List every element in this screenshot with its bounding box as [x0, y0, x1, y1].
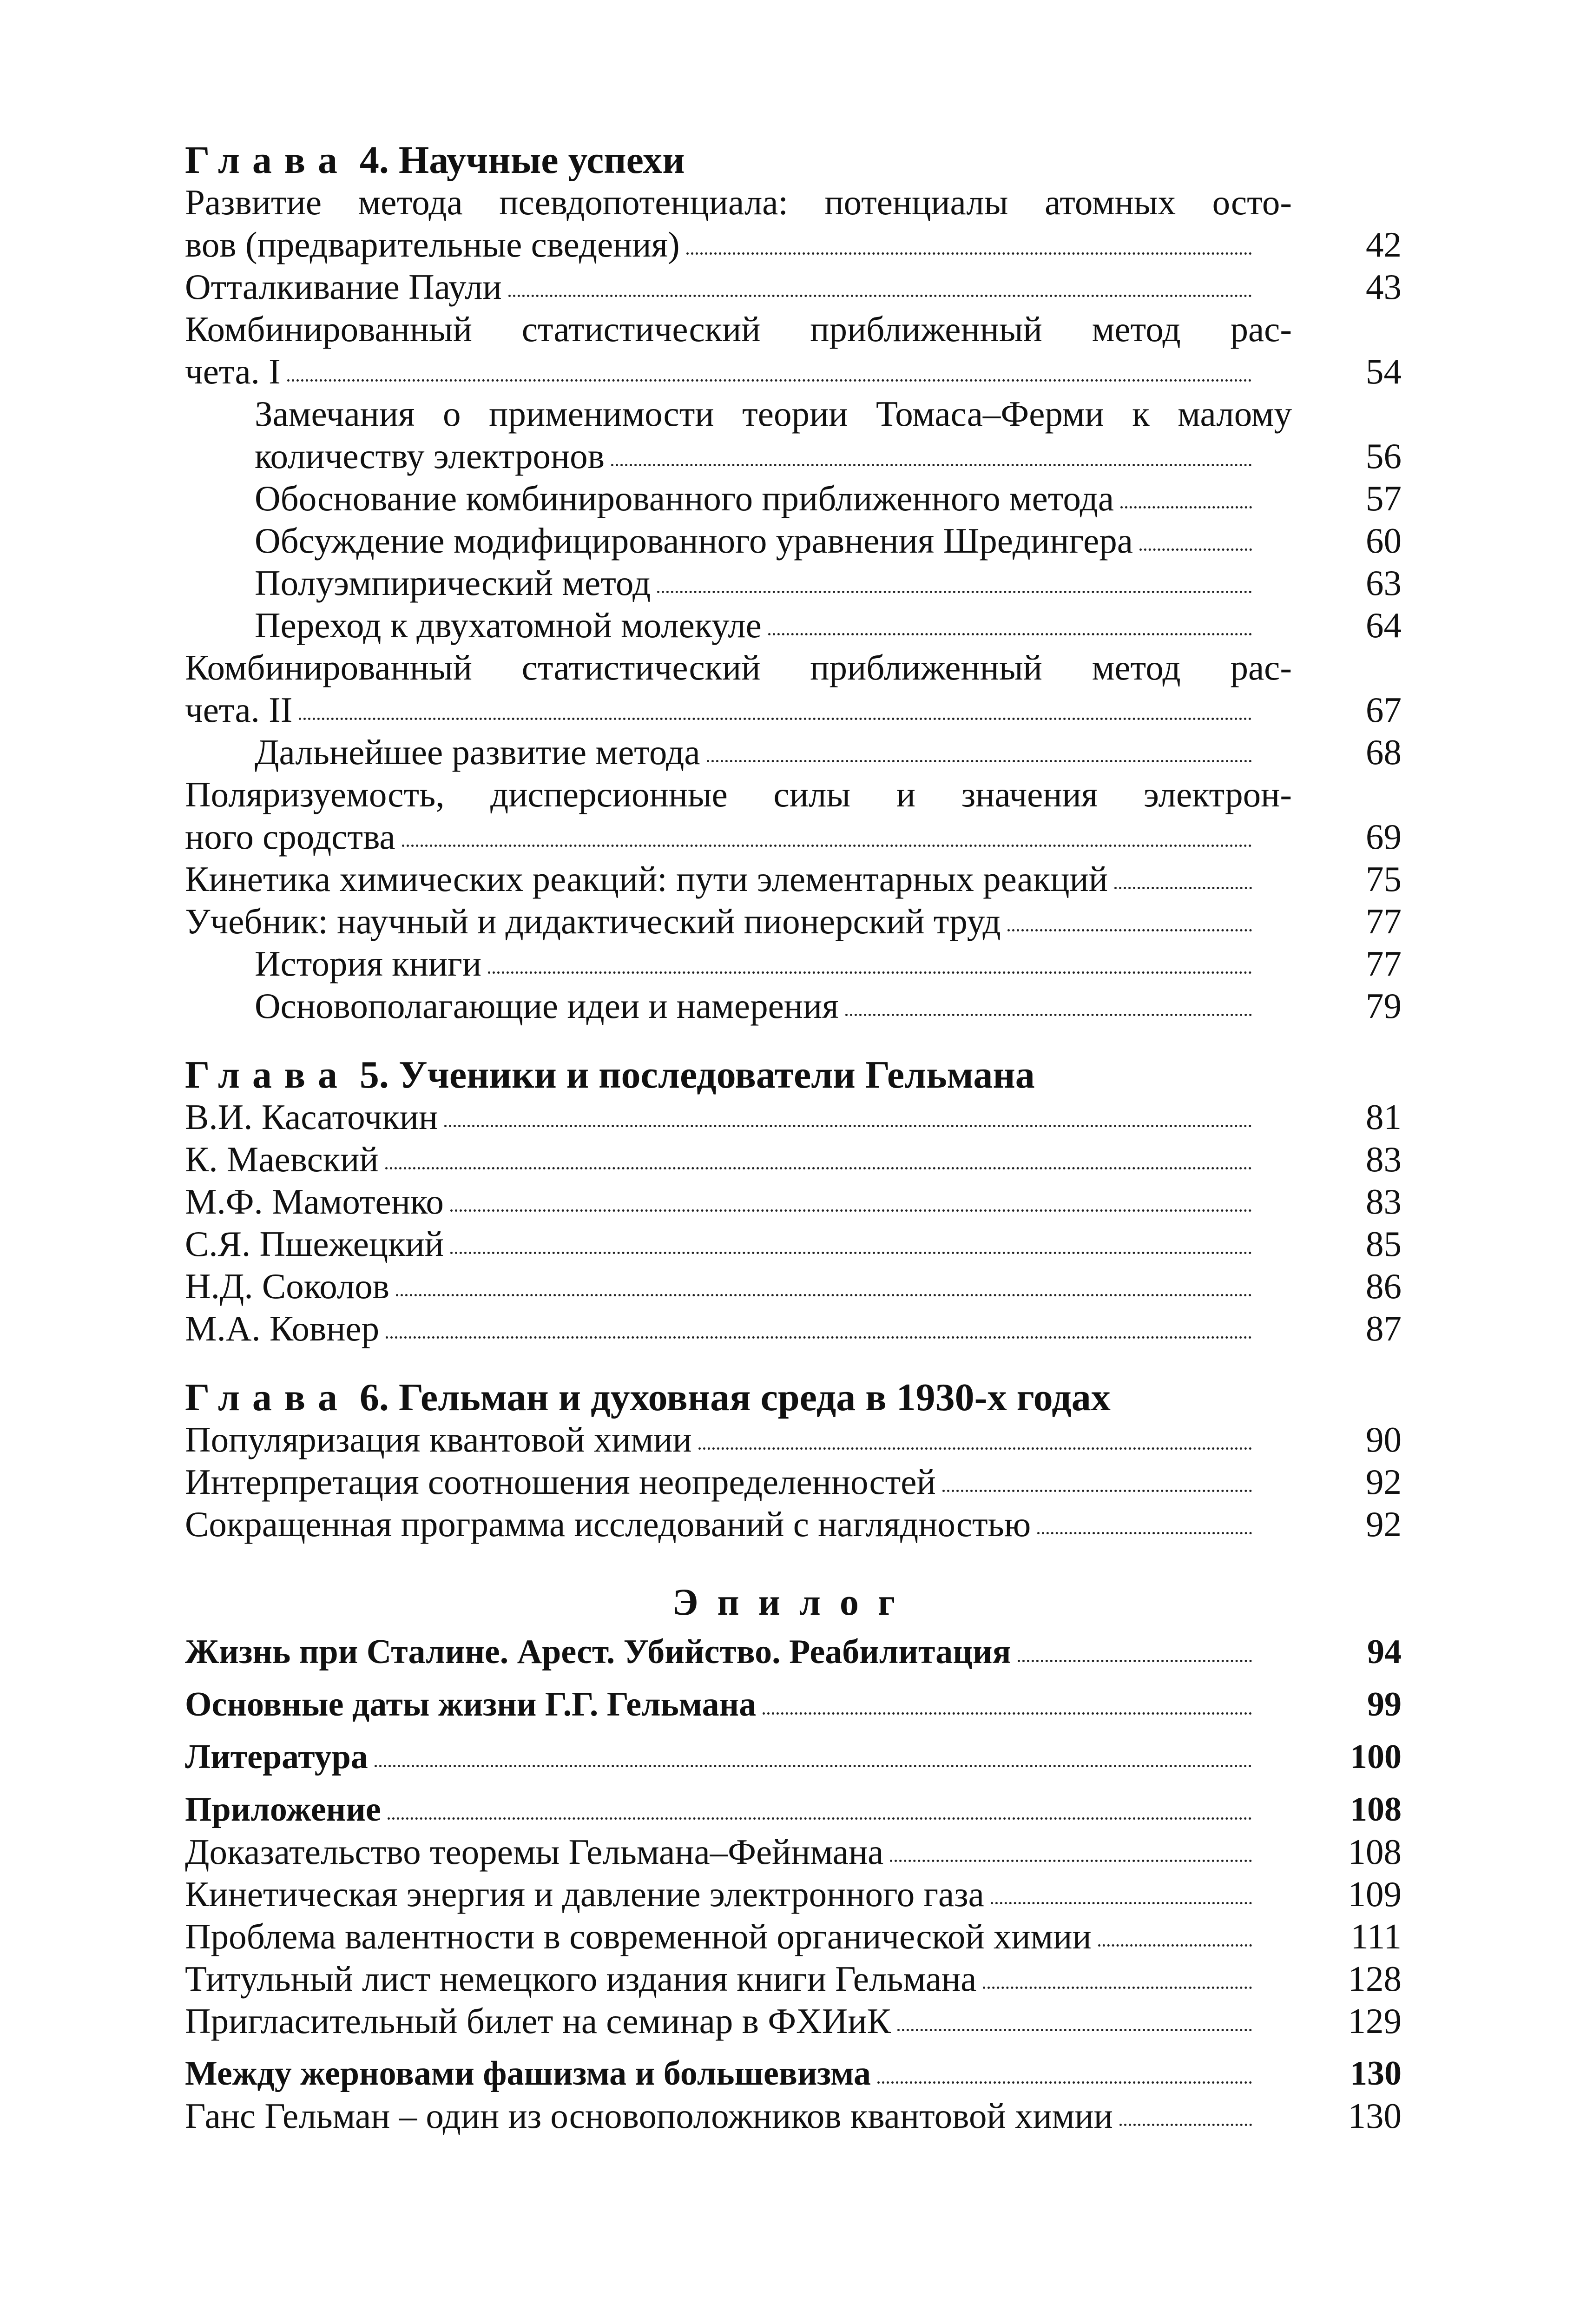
page-number: 128: [1348, 1959, 1402, 1999]
dot-leader: [877, 2081, 1252, 2084]
dot-leader: [1139, 548, 1252, 551]
dot-leader: [488, 971, 1252, 974]
dot-leader: [897, 2029, 1252, 2031]
dot-leader: [686, 252, 1252, 255]
page-number: 75: [1366, 859, 1402, 899]
page-number: 130: [1348, 2096, 1402, 2136]
dot-leader: [1098, 1944, 1252, 1947]
page-number: 68: [1366, 732, 1402, 772]
toc-section-entry: Основные даты жизни Г.Г. Гельмана 99: [185, 1684, 1402, 1726]
toc-section-entry: Литература 100: [185, 1736, 1402, 1778]
page-number: 64: [1366, 605, 1402, 645]
dot-leader: [991, 1902, 1252, 1904]
dot-leader: [375, 1765, 1252, 1767]
dot-leader: [1007, 929, 1252, 931]
page-number: 54: [1366, 351, 1402, 391]
page-number: 94: [1367, 1633, 1402, 1671]
page-number: 57: [1366, 478, 1402, 518]
table-of-contents: [185, 139, 1402, 2137]
toc-entry: количеству электронов 56: [185, 435, 1402, 477]
toc-line: Комбинированный статистический приближенный метод рас-: [185, 647, 1292, 687]
dot-leader: [385, 1167, 1252, 1169]
page-number: 130: [1350, 2054, 1402, 2093]
dot-leader: [386, 1336, 1252, 1339]
toc-entry: ного сродства 69: [185, 816, 1402, 858]
dot-leader: [444, 1125, 1252, 1127]
dot-leader: [845, 1014, 1252, 1016]
toc-entry: История книги 77: [185, 943, 1402, 985]
toc-entry: Проблема валентности в современной органической химии 111: [185, 1915, 1402, 1958]
page-number: 77: [1366, 901, 1402, 941]
toc-entry: Учебник: научный и дидактический пионерский труд 77: [185, 900, 1402, 943]
dot-leader: [1119, 2124, 1252, 2126]
page-number: 92: [1366, 1504, 1402, 1544]
page-number: 56: [1366, 436, 1402, 476]
toc-line: Замечания о применимости теории Томаса–Ферми к малому: [255, 394, 1292, 434]
toc-entry: Доказательство теоремы Гельмана–Фейнмана 108: [185, 1831, 1402, 1873]
toc-entry: Отталкивание Паули 43: [185, 266, 1402, 308]
epilog-heading: Эпилог: [672, 1581, 915, 1623]
page-number: 85: [1366, 1224, 1402, 1264]
toc-entry: Кинетическая энергия и давление электронного газа 109: [185, 1873, 1402, 1915]
toc-entry: Основополагающие идеи и намерения 79: [185, 985, 1402, 1027]
dot-leader: [450, 1209, 1252, 1212]
page-number: 129: [1348, 2001, 1402, 2041]
toc-entry: Титульный лист немецкого издания книги Гельмана 128: [185, 1958, 1402, 2000]
toc-entry: Н.Д. Соколов 86: [185, 1265, 1402, 1307]
toc-entry: вов (предварительные сведения) 42: [185, 224, 1402, 266]
dot-leader: [450, 1252, 1252, 1254]
chapter-5-heading: Глава 5. Ученики и последователи Гельмана: [185, 1053, 1035, 1096]
toc-entry: Интерпретация соотношения неопределенностей 92: [185, 1461, 1402, 1503]
page-number: 87: [1366, 1308, 1402, 1348]
toc-entry: Пригласительный билет на семинар в ФХИиК 129: [185, 2000, 1402, 2042]
toc-entry: Ганс Гельман – один из основоположников квантовой химии 130: [185, 2095, 1402, 2137]
toc-entry: М.А. Ковнер 87: [185, 1307, 1402, 1350]
page-number: 42: [1366, 224, 1402, 264]
dot-leader: [1120, 506, 1252, 508]
dot-leader: [1114, 887, 1252, 889]
dot-leader: [890, 1860, 1252, 1862]
toc-line: Развитие метода псевдопотенциала: потенциалы атомных осто-: [185, 182, 1292, 222]
page-number: 77: [1366, 944, 1402, 984]
dot-leader: [299, 718, 1252, 720]
toc-section-entry: Приложение 108: [185, 1789, 1402, 1831]
page-number: 109: [1348, 1874, 1402, 1914]
toc-entry: Обсуждение модифицированного уравнения Шредингера 60: [185, 520, 1402, 562]
dot-leader: [942, 1490, 1252, 1492]
dot-leader: [707, 760, 1252, 762]
page-number: 108: [1348, 1832, 1402, 1872]
page-number: 79: [1366, 986, 1402, 1026]
dot-leader: [983, 1987, 1252, 1989]
chapter-4-heading: Глава 4. Научные успехи: [185, 139, 685, 182]
toc-entry: чета. II 67: [185, 689, 1402, 731]
page-number: 99: [1367, 1685, 1402, 1723]
toc-entry: М.Ф. Мамотенко 83: [185, 1181, 1402, 1223]
toc-entry: Полуэмпирический метод 63: [185, 562, 1402, 604]
toc-entry: Сокращенная программа исследований с наглядностью 92: [185, 1503, 1402, 1545]
toc-line: Комбинированный статистический приближенный метод рас-: [185, 309, 1292, 349]
dot-leader: [1037, 1532, 1252, 1534]
toc-entry: Популяризация квантовой химии 90: [185, 1419, 1402, 1461]
toc-entry: Обоснование комбинированного приближенного метода 57: [185, 477, 1402, 520]
dot-leader: [508, 295, 1252, 297]
dot-leader: [396, 1294, 1252, 1296]
dot-leader: [763, 1712, 1252, 1715]
page-number: 90: [1366, 1419, 1402, 1459]
dot-leader: [768, 633, 1252, 635]
dot-leader: [402, 845, 1252, 847]
toc-entry: К. Маевский 83: [185, 1138, 1402, 1181]
toc-section-entry: Жизнь при Сталине. Арест. Убийство. Реабилитация 94: [185, 1631, 1402, 1673]
page-number: 81: [1366, 1097, 1402, 1137]
page-number: 100: [1350, 1738, 1402, 1776]
toc-entry: Кинетика химических реакций: пути элементарных реакций 75: [185, 858, 1402, 900]
toc-entry: В.И. Касаточкин 81: [185, 1096, 1402, 1138]
toc-entry: С.Я. Пшежецкий 85: [185, 1223, 1402, 1265]
page-number: 86: [1366, 1266, 1402, 1306]
toc-section-entry: Между жерновами фашизма и большевизма 130: [185, 2053, 1402, 2095]
dot-leader: [698, 1447, 1252, 1450]
page-number: 83: [1366, 1139, 1402, 1179]
page-number: 60: [1366, 521, 1402, 561]
page-number: 63: [1366, 563, 1402, 603]
page-number: 111: [1350, 1916, 1402, 1956]
dot-leader: [1018, 1660, 1252, 1662]
toc-entry: Переход к двухатомной молекуле 64: [185, 604, 1402, 647]
page-number: 83: [1366, 1182, 1402, 1221]
chapter-6-heading: Глава 6. Гельман и духовная среда в 1930-х годах: [185, 1376, 1111, 1419]
toc-line: Поляризуемость, дисперсионные силы и значения электрон-: [185, 774, 1292, 814]
dot-leader: [657, 591, 1252, 593]
dot-leader: [388, 1817, 1252, 1820]
page-number: 69: [1366, 817, 1402, 857]
toc-entry: Дальнейшее развитие метода 68: [185, 731, 1402, 773]
page-number: 92: [1366, 1462, 1402, 1502]
dot-leader: [287, 379, 1252, 382]
page-number: 108: [1350, 1790, 1402, 1829]
page-number: 43: [1366, 267, 1402, 307]
toc-entry: чета. I 54: [185, 350, 1402, 393]
dot-leader: [611, 464, 1252, 466]
page-number: 67: [1366, 690, 1402, 730]
